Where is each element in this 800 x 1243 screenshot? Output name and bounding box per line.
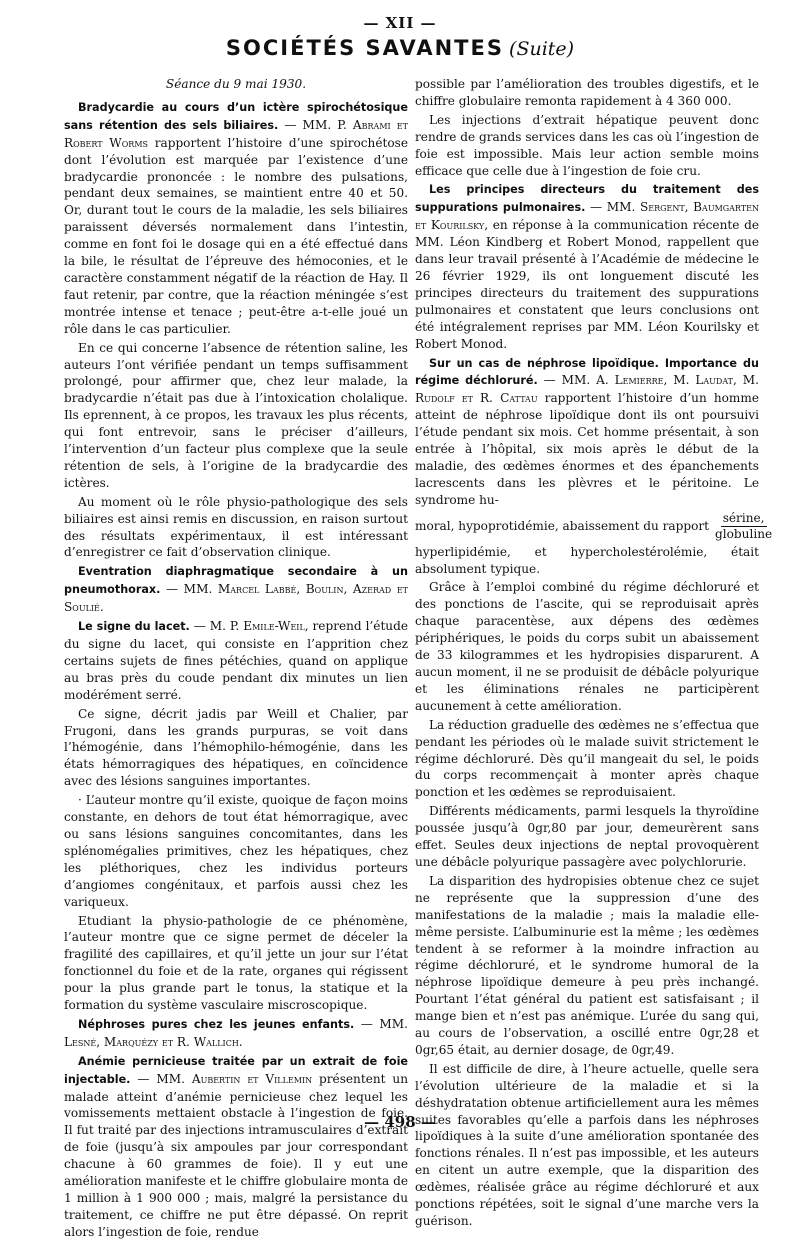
article-heading: Anémie pernicieuse traitée par un extrait de foie injectable.	[64, 1054, 408, 1086]
paragraph: Au moment où le rôle physio-pathologique des sels biliaires est ainsi remis en discussion, en raison surtout des résultats expérimentaux, il est intéressant d’enregistrer ce fait d’observation clinique.	[64, 494, 408, 560]
article-authors: — M. P. Emile-Weil	[189, 619, 305, 634]
ratio-formula: moral, hypoprotidémie, abaissement du rapport $\frac{\text{sérine,}}{\text{globuline}}$	[415, 510, 773, 541]
paragraph: Etudiant la physio-pathologie de ce phénomène, l’auteur montre que ce signe permet de déceler la fragilité des capillaires, et qu’il jette un jour sur l’état fonctionnel du foie et de la rate, organes qui régissent pour la plus grande part le tonus, la statique et la formation du système vasculaire miscroscopique.	[64, 913, 408, 1013]
article-eventration	[64, 563, 408, 616]
right-column	[415, 76, 773, 1232]
article-nephrose-lipoidique: Sur un cas de néphrose lipoïdique. Importance du régime déchloruré. — MM. A. Lemierre, M. Laudat, M. Rudolf et R. Cattau rapportent l’histoire d’un homme atteint de néphrose lipoïdique dont ils ont poursuivi l’étude pendant six mois. Cet homme présentait, à son entrée à l’hôpital, six mois après le début de la maladie, des œdèmes énormes et des épanchements lacrescents dans les plèvres et le péritoine. Le syndrome hu-	[415, 356, 759, 507]
fraction	[713, 511, 774, 542]
paragraph: La réduction graduelle des œdèmes ne s’effectua que pendant les périodes où le malade suivit strictement le régime déchloruré. Dès qu’il mangeait du sel, le poids du corps recommençait à monter après chaque ponction et les œdèmes se reproduisaient.	[415, 717, 759, 800]
paragraph-continued: possible par l’amélioration des troubles digestifs, et le chiffre globulaire remonta rapidement à 4 360 000.	[415, 77, 759, 108]
paragraph: La disparition des hydropisies obtenue chez ce sujet ne représente que la suppression d’une des manifestations de la maladie ; mais la maladie elle-même persiste. L’albuminurie est la même ; les œdèmes tendent à se reformer à la moindre infraction au régime déchloruré, et le syndrome humoral de la néphrose lipoïdique demeure à peu près inchangé. Pourtant l’état général du patient est satisfaisant ; il mange bien et n’est pas anémique. L’urée du sang qui, au cours de l’observation, a oscillé entre 0gr,28 et 0gr,65 était, au dernier dosage, de 0gr,49.	[415, 873, 759, 1057]
session-date: Séance du 9 mai 1930.	[165, 77, 307, 91]
article-authors: Sergent, Baumgarten et Kourilsky	[415, 200, 759, 233]
paragraph: En ce qui concerne l’absence de rétention saline, les auteurs l’ont vérifiée pendant un temps suffisamment prolongé, pour affirmer que, chez leur malade, la bradycardie n’était pas due à l’intoxication cholalique. Ils eprennent, à ce propos, les travaux les plus récents, qui font entrevoir, sans le préciser d’ailleurs, l’intervention d’un facteur plus complexe que la seule rétention de sels, à l’origine de la bradycardie des ictères.	[64, 340, 408, 490]
article-authors: Abrami et Robert Worms	[64, 117, 408, 150]
article-heading: Sur un cas de néphrose lipoïdique. Importance du régime déchloruré.	[415, 356, 759, 388]
fraction-denominator: globuline	[715, 526, 773, 541]
paragraph: Les injections d’extrait hépatique peuvent donc rendre de grands services dans les cas où l’ingestion de foie est impossible. Mais leur action semble moins efficace que celle due à l’ingestion de foie cru.	[415, 112, 759, 178]
paragraph: Différents médicaments, parmi lesquels la thyroïdine poussée jusqu’à 0gr,80 par jour, demeurèrent sans effet. Seules deux injections de neptal provoquèrent une débâcle polyurique passagère avec polychlorurie.	[415, 804, 759, 869]
article-heading: Le signe du lacet.	[78, 620, 190, 634]
paragraph: Il est difficile de dire, à l’heure actuelle, quelle sera l’évolution ultérieure de la maladie et si la déshydratation obtenue artificiellement aura les mêmes suites favorables qu’elle a parfois dans les néphroses lipoïdiques à la suite d’une amélioration spontanée des fonctions rénales. Il n’est pas impossible, et les auteurs en citent un autre exemple, que la disparition des œdèmes, réalisée grâce au régime déchloruré et aux ponctions répétées, soit le signal d’une marche vers la guérison.	[415, 1061, 759, 1228]
section-title-main: SOCIÉTÉS SAVANTES	[225, 36, 504, 60]
article-anemie-pernicieuse: Anémie pernicieuse traitée par un extrait de foie injectable. — MM. Aubertin et Villemin présentent un malade atteint d’anémie pernicieuse chez lequel les vomissements mettaient obstacle à l’ingestion de foie. Il fut traité par des injections intramusculaires d’extrait de foie (jusqu’à six ampoules par jour correspondant chacune à 60 grammes de foie). Il y eut une amélioration manifeste et le chiffre globulaire monta de 1 million à 1 900 000 ; mais, malgré la persistance du traitement, ce chiffre ne put être dépassé. On reprit alors l’ingestion de foie, rendue	[64, 1054, 408, 1239]
article-authors: Aubertin et Villemin	[191, 1071, 313, 1086]
article-heading: Eventration diaphragmatique secondaire à un pneumothorax.	[64, 565, 408, 597]
fraction-numerator: sérine,	[722, 510, 765, 525]
article-authors: A. Lemierre, M. Laudat, M. Rudolf et R. Cattau	[415, 373, 759, 406]
article-heading: Néphroses pures chez les jeunes enfants.	[78, 1017, 355, 1031]
section-title	[0, 36, 800, 60]
paragraph: Grâce à l’emploi combiné du régime déchloruré et des ponctions de l’ascite, qui se reproduisait après chaque paracentèse, aux dépens des œdèmes périphériques, le poids du corps subit un abaissement de 33 kilogrammes et les hydropisies disparurent. A aucun moment, il ne se produisit de débâcle polyurique et les éliminations rénales ne participèrent aucunement à cette amélioration.	[415, 580, 759, 713]
article-signe-lacet: Le signe du lacet. — M. P. Emile-Weil, reprend l’étude du signe du lacet, qui consiste en l’apprition chez certains sujets de fines pétéchies, quand on applique au bras près du coude pendant dix minutes un lien modérément serré.	[64, 619, 408, 702]
paragraph: Ce signe, décrit jadis par Weill et Chalier, par Frugoni, dans les grands purpuras, se voit dans l’hémogénie, dans l’hémophilo-hémogénie, dans les états hémorragiques des hépatiques, en coïncidence avec des lésions sanguines importantes.	[64, 706, 408, 789]
article-heading: Bradycardie au cours d’un ictère spirochétosique sans rétention des sels biliaires.	[64, 100, 408, 132]
article-nephroses-enfants	[64, 1016, 408, 1051]
section-title-suite: (Suite)	[509, 38, 575, 60]
page-number: — 498 —	[364, 1113, 436, 1131]
paragraph: hyperlipidémie, et hypercholestérolémie, était absolument typique.	[415, 544, 759, 576]
page-header: — XII —	[363, 14, 437, 32]
paragraph: · L’auteur montre qu’il existe, quoique de façon moins constante, en dehors de tout état hémorragique, avec ou sans lésions sanguines concomitantes, dans les splénomégalies primitives, chez les hépatiques, chez les pléthoriques, chez les individus porteurs d’angiomes congénitaux, et parfois aussi chez les variqueux.	[64, 793, 408, 909]
left-column	[64, 76, 408, 1243]
article-heading: Les principes directeurs du traitement des suppurations pulmonaires.	[415, 183, 759, 215]
article-authors: — MM. Lesné, Marquézy et R. Wallich.	[64, 1016, 408, 1049]
article-bradycardie: Bradycardie au cours d’un ictère spirochétosique sans rétention des sels biliaires. — MM. P. Abrami et Robert Worms rapportent l’histoire d’une spirochétose dont l’évolution est marquée par l’existence d’une bradycardie prononcée : le nombre des pulsations, pendant deux semaines, se maintient entre 40 et 50. Or, durant tout le cours de la maladie, les sels biliaires paraissent déversés normalement dans l’intestin, comme en font foi le dosage qui en a été effectué dans la bile, le résultat de l’épreuve des hémoconies, et le caractère constamment négatif de la réaction de Hay. Il faut retenir, par contre, que la réaction méningée s’est montrée intense et tenace ; peut-être a-t-elle joué un rôle dans le cas particulier.	[64, 100, 408, 336]
article-suppurations: Les principes directeurs du traitement des suppurations pulmonaires. — MM. Sergent, Baumgarten et Kourilsky, en réponse à la communication récente de MM. Léon Kindberg et Robert Monod, rappellent que dans leur travail présenté à l’Académie de médecine le 26 février 1929, ils ont longuement discuté les principes directeurs du traitement des suppurations pulmonaires et constatent que leurs conclusions ont été intégralement reprises par MM. Léon Kourilsky et Robert Monod.	[415, 183, 759, 351]
article-authors: — MM. Marcel Labbé, Boulin, Azerad et Soulié.	[64, 582, 408, 615]
